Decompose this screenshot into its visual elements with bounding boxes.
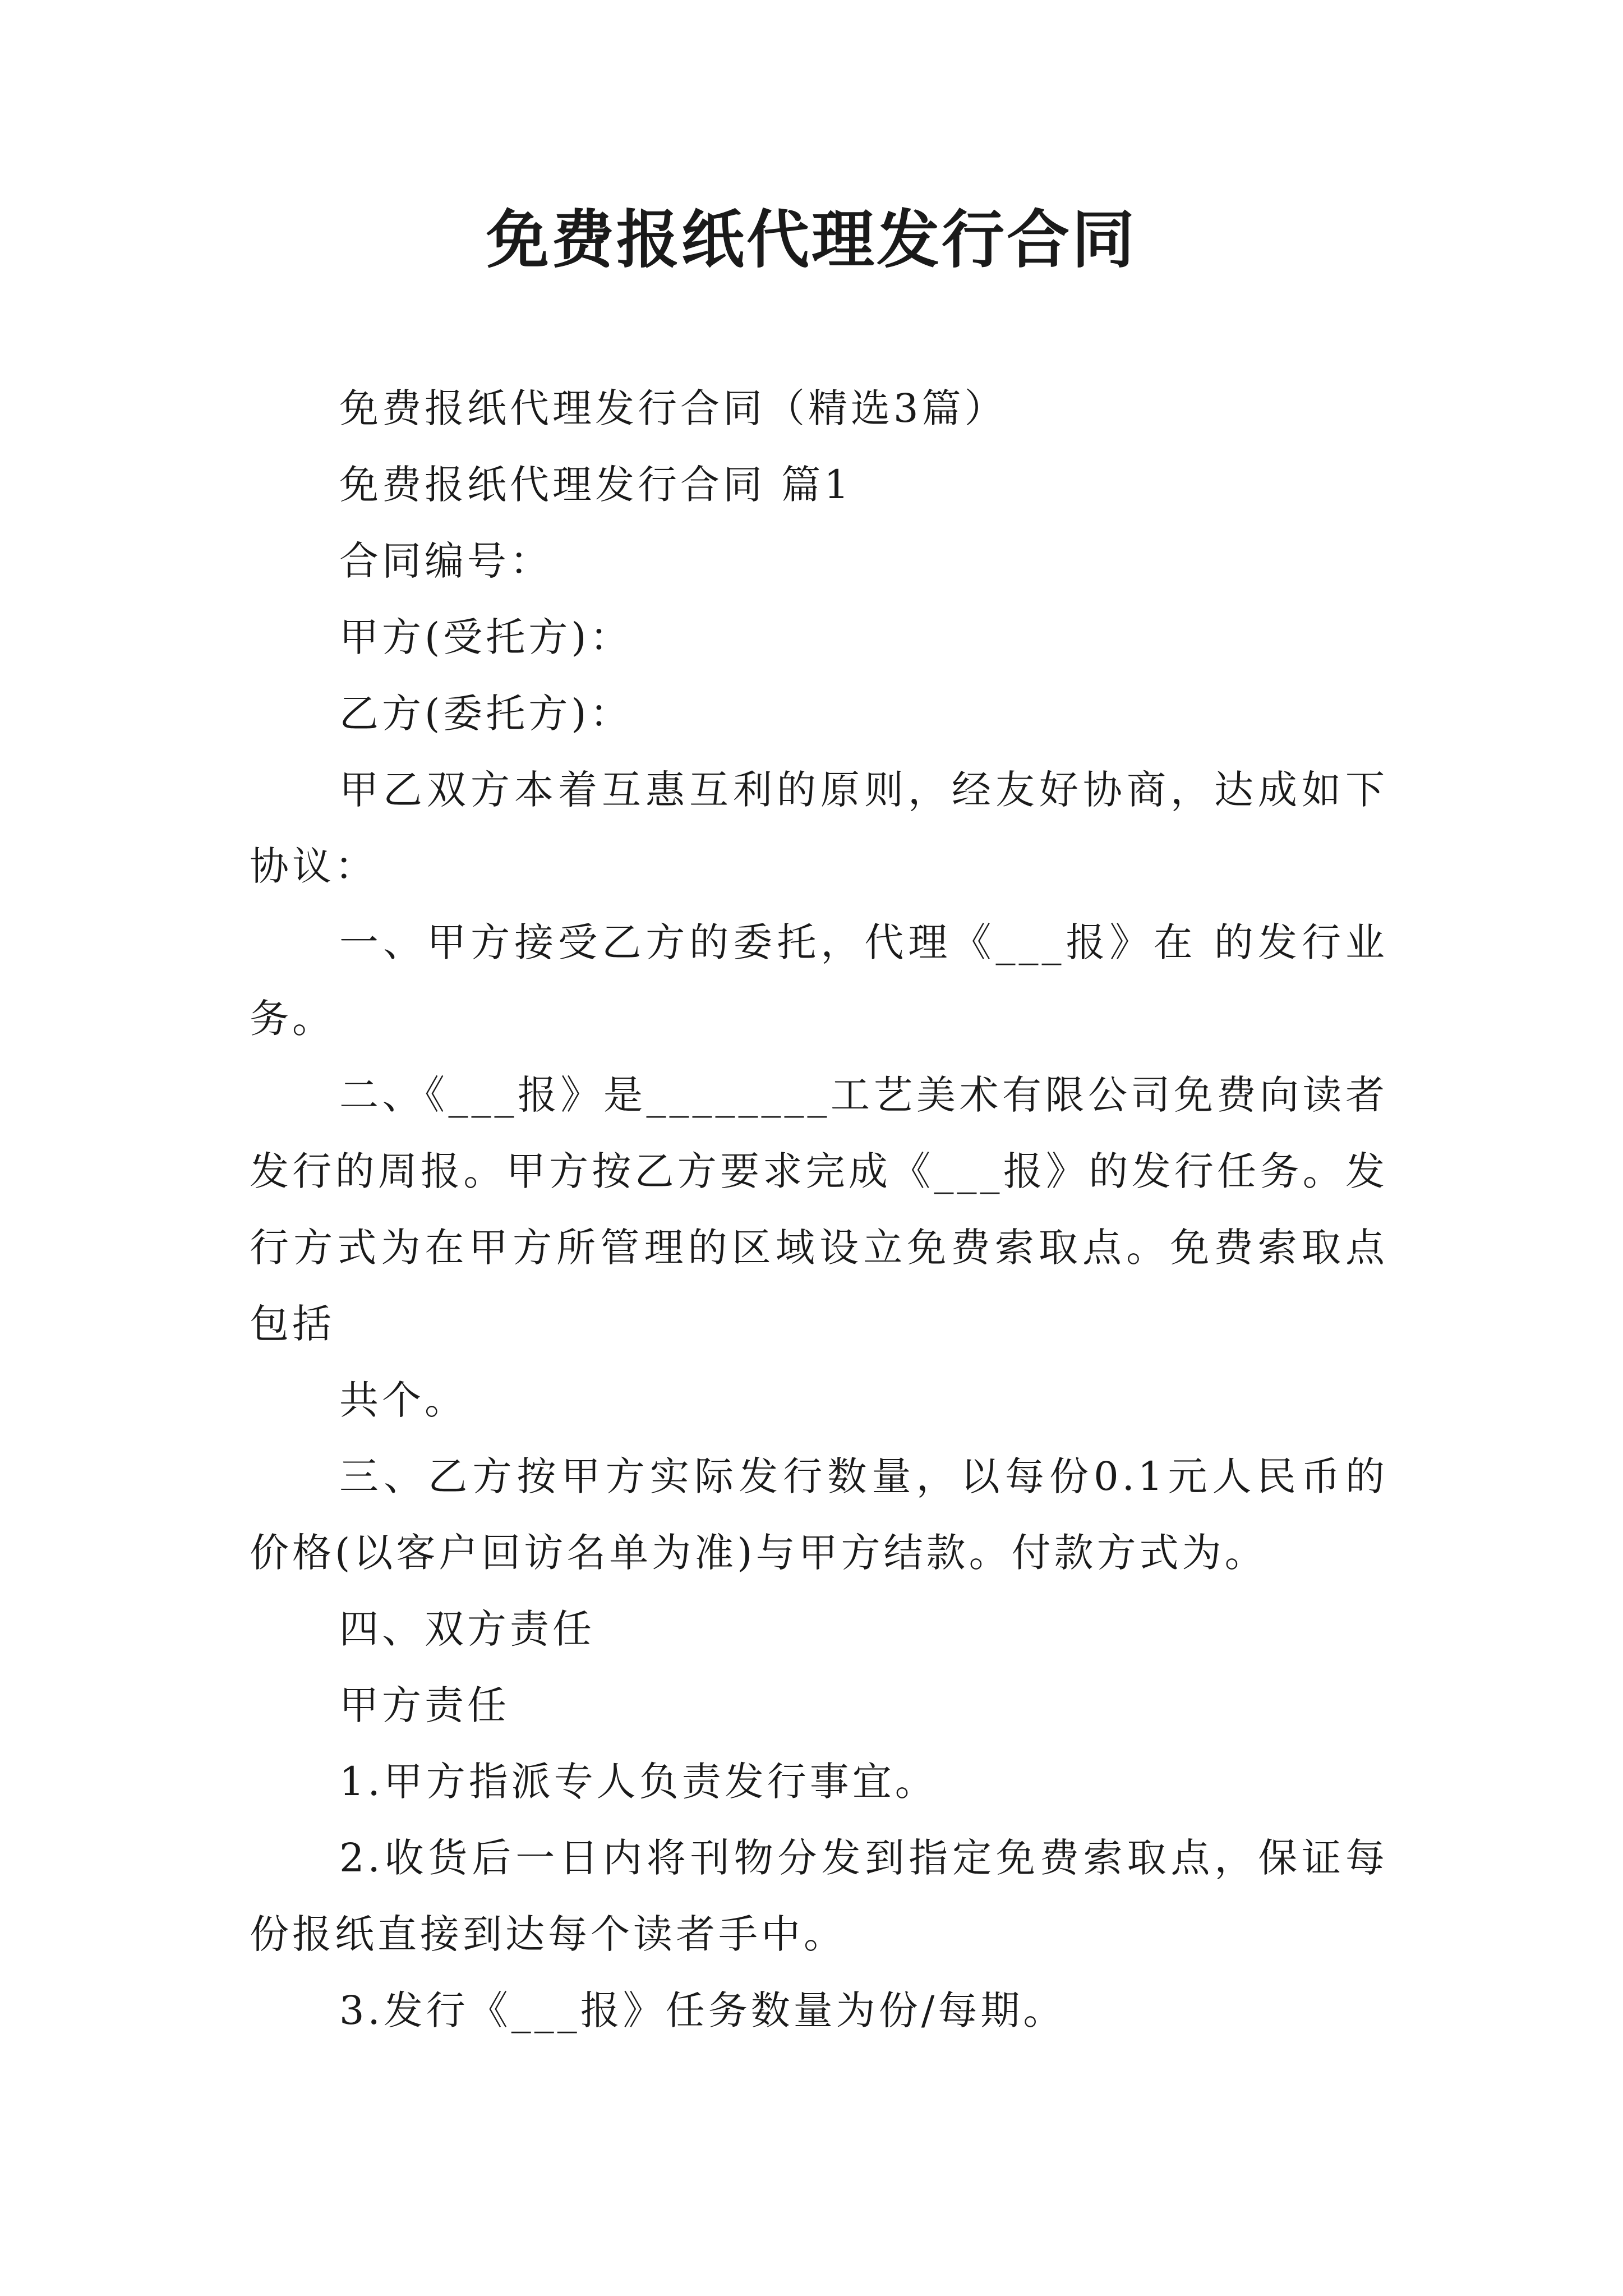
paragraph-clause-2: 二、《___报》是________工艺美术有限公司免费向读者发行的周报。甲方按乙方要求完成《___报》的发行任务。发行方式为在甲方所管理的区域设立免费索取点。免费索取点包括 xyxy=(250,1072,1388,1347)
paragraph-heading-part1: 免费报纸代理发行合同 篇1 xyxy=(339,462,852,508)
paragraph-clause-2-count: 共个。 xyxy=(339,1377,467,1423)
paragraph-party-a-duties: 甲方责任 xyxy=(339,1682,510,1728)
document-body xyxy=(250,370,1388,2049)
paragraph-duty-1: 1.甲方指派专人负责发行事宜。 xyxy=(339,1759,938,1805)
document-title: 免费报纸代理发行合同 xyxy=(486,203,1137,277)
paragraph-clause-1: 一、甲方接受乙方的委托，代理《___报》在 的发行业务。 xyxy=(250,919,1388,1042)
paragraph-contract-number: 合同编号： xyxy=(339,538,552,584)
paragraph-duty-2: 2.收货后一日内将刊物分发到指定免费索取点，保证每份报纸直接到达每个读者手中。 xyxy=(250,1835,1388,1957)
paragraph-heading-selection: 免费报纸代理发行合同（精选3篇） xyxy=(339,385,1007,431)
paragraph-party-b: 乙方(委托方)： xyxy=(339,691,633,737)
paragraph-clause-4: 四、双方责任 xyxy=(339,1606,595,1652)
paragraph-duty-3: 3.发行《___报》任务数量为份/每期。 xyxy=(339,1987,1066,2033)
paragraph-party-a: 甲方(受托方)： xyxy=(339,614,633,660)
paragraph-clause-3: 三、乙方按甲方实际发行数量，以每份0.1元人民币的价格(以客户回访名单为准)与甲方结款。付款方式为。 xyxy=(250,1453,1388,1576)
paragraph-preamble: 甲乙双方本着互惠互利的原则，经友好协商，达成如下协议： xyxy=(250,767,1388,889)
